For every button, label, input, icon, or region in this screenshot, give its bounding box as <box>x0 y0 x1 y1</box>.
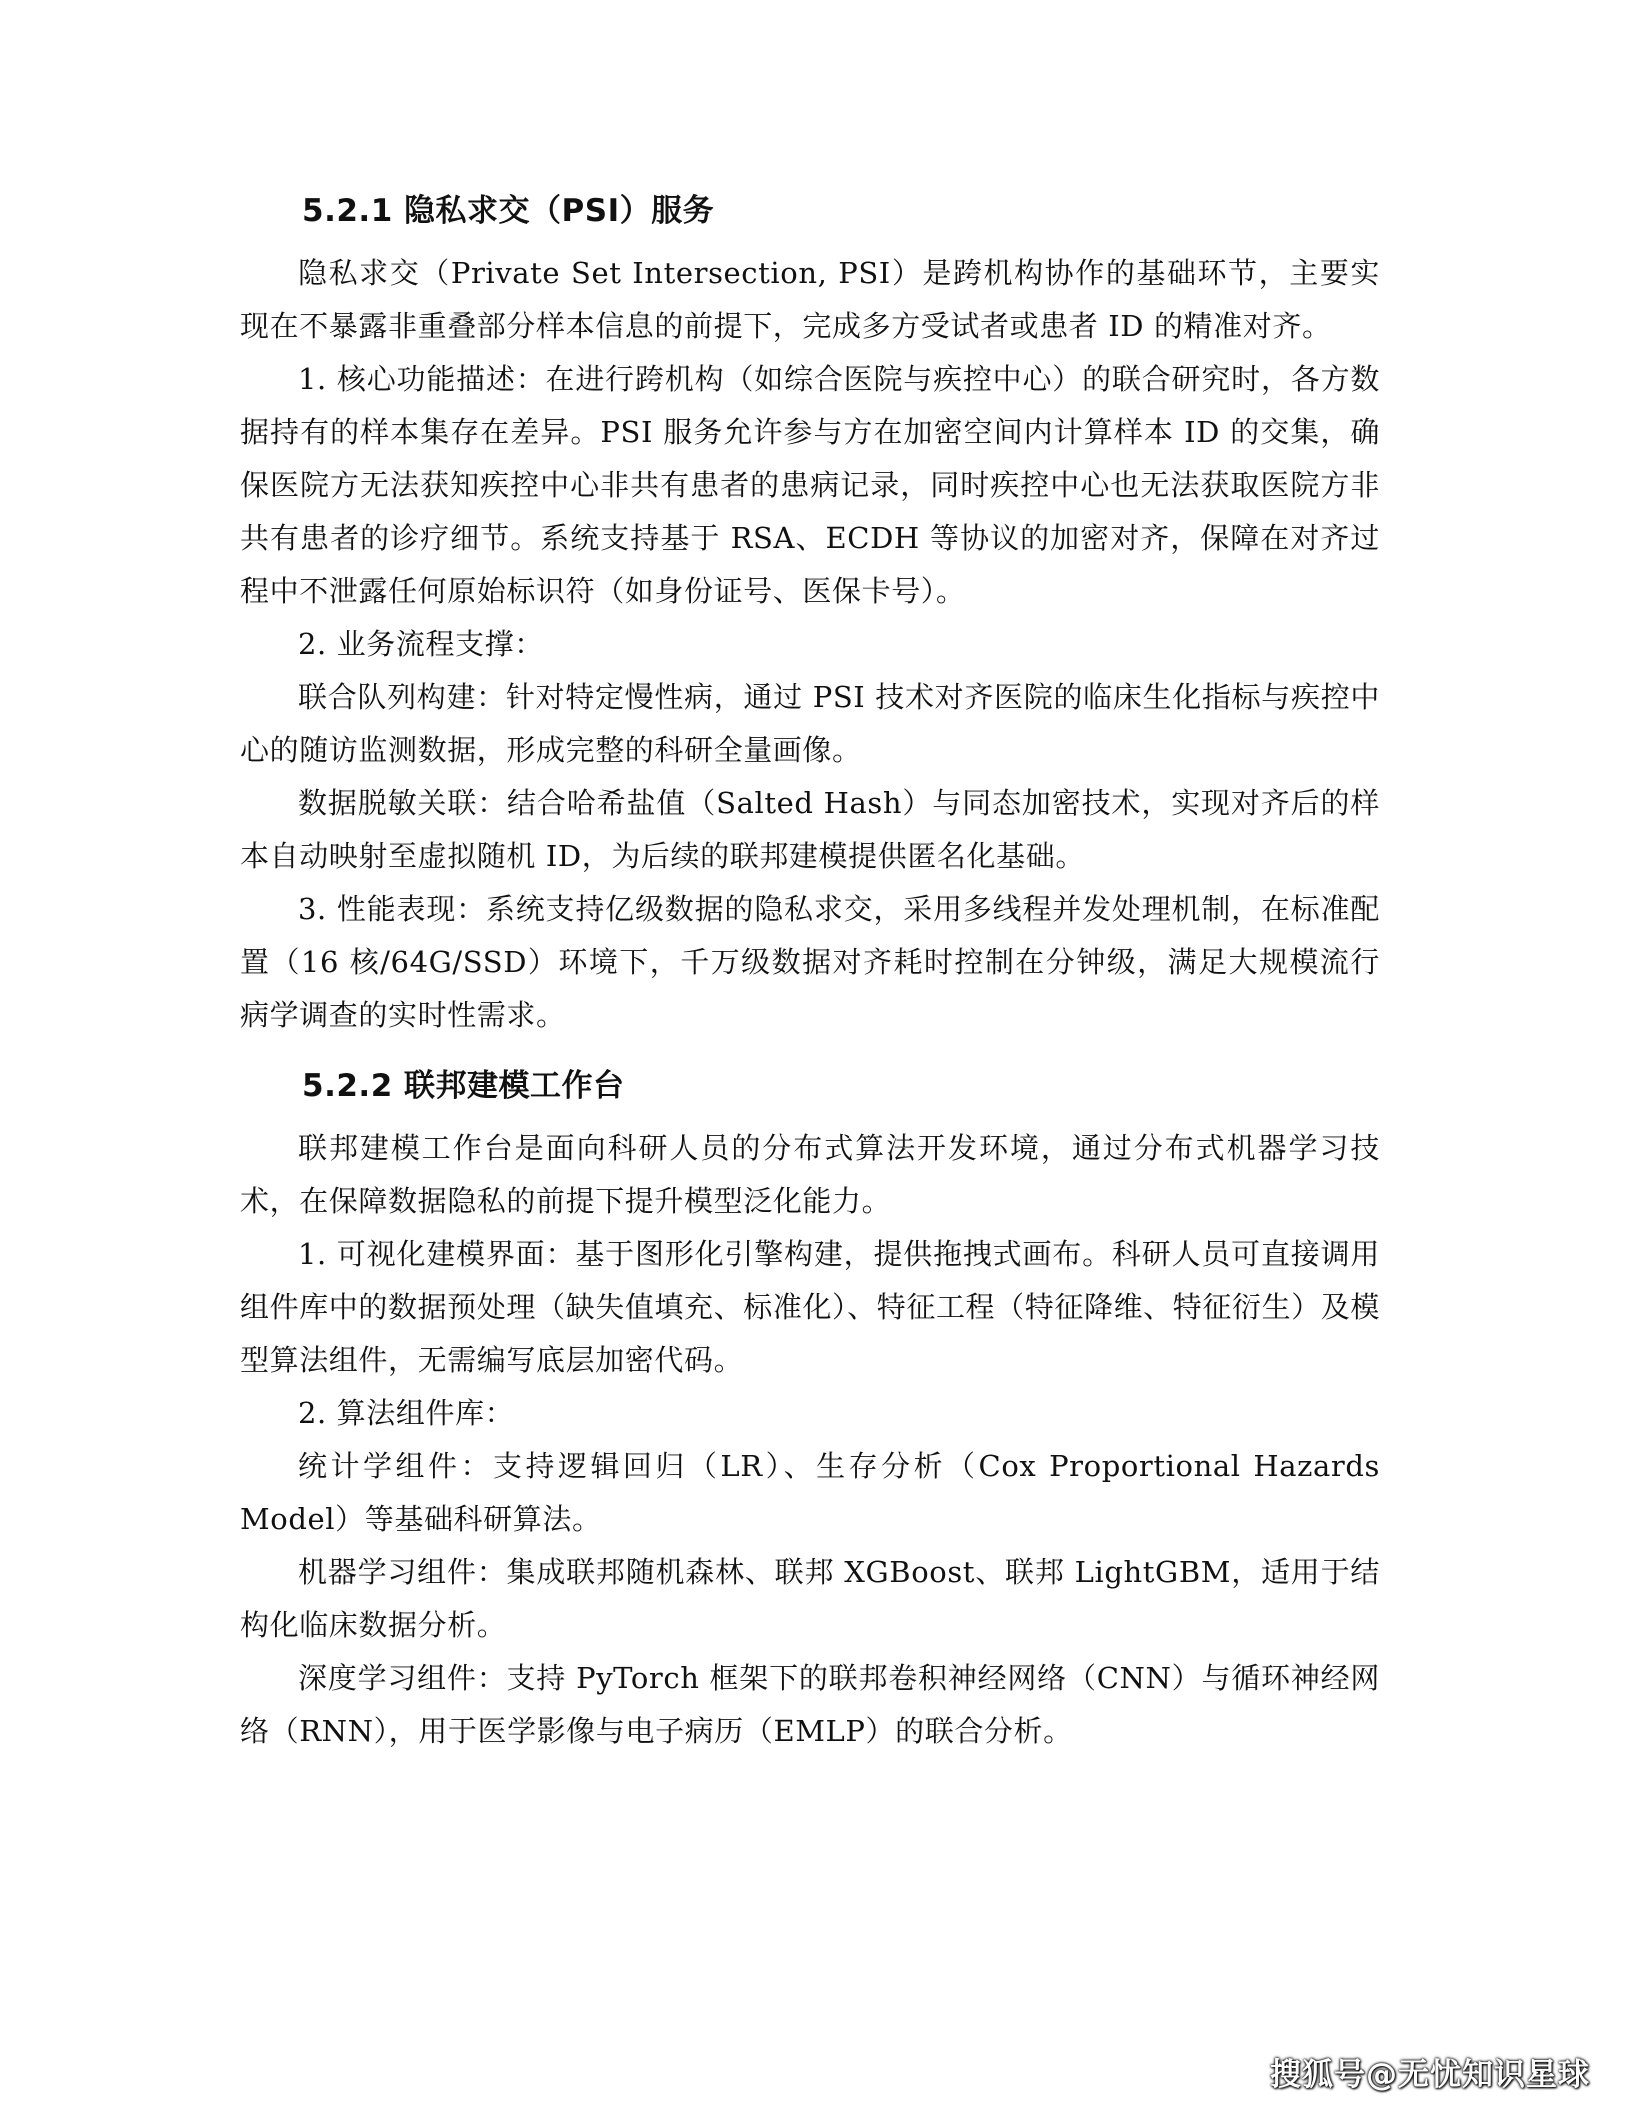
document-page <box>240 185 1380 1758</box>
paragraph: 3. 性能表现：系统支持亿级数据的隐私求交，采用多线程并发处理机制，在标准配置（16 核/64G/SSD）环境下，千万级数据对齐耗时控制在分钟级，满足大规模流行病学调查的实时性需求。 <box>240 892 1380 1032</box>
watermark: 搜狐号@无忧知识星球 <box>1270 2057 1590 2093</box>
paragraph: 2. 业务流程支撑： <box>298 627 544 661</box>
paragraph: 数据脱敏关联：结合哈希盐值（Salted Hash）与同态加密技术，实现对齐后的样本自动映射至虚拟随机 ID，为后续的联邦建模提供匿名化基础。 <box>240 786 1380 873</box>
paragraph: 2. 算法组件库： <box>298 1396 515 1430</box>
paragraph: 统计学组件：支持逻辑回归（LR）、生存分析（Cox Proportional Hazards Model）等基础科研算法。 <box>240 1449 1380 1536</box>
paragraph: 深度学习组件：支持 PyTorch 框架下的联邦卷积神经网络（CNN）与循环神经网络（RNN），用于医学影像与电子病历（EMLP）的联合分析。 <box>240 1661 1380 1748</box>
paragraph: 1. 核心功能描述：在进行跨机构（如综合医院与疾控中心）的联合研究时，各方数据持有的样本集存在差异。PSI 服务允许参与方在加密空间内计算样本 ID 的交集，确保医院方无法获知疾控中心非共有患者的患病记录，同时疾控中心也无法获取医院方非共有患者的诊疗细节。系统支持基于 RSA、ECDH 等协议的加密对齐，保障在对齐过程中不泄露任何原始标识符（如身份证号、医保卡号）。 <box>240 362 1380 608</box>
section-heading-psi: 5.2.1 隐私求交（PSI）服务 <box>302 193 715 229</box>
section-heading-federated-modeling: 5.2.2 联邦建模工作台 <box>302 1068 625 1104</box>
paragraph: 联邦建模工作台是面向科研人员的分布式算法开发环境，通过分布式机器学习技术，在保障数据隐私的前提下提升模型泛化能力。 <box>240 1131 1380 1218</box>
paragraph: 1. 可视化建模界面：基于图形化引擎构建，提供拖拽式画布。科研人员可直接调用组件库中的数据预处理（缺失值填充、标准化）、特征工程（特征降维、特征衍生）及模型算法组件，无需编写底层加密代码。 <box>240 1237 1380 1377</box>
paragraph: 隐私求交（Private Set Intersection, PSI）是跨机构协作的基础环节，主要实现在不暴露非重叠部分样本信息的前提下，完成多方受试者或患者 ID 的精准对齐。 <box>240 256 1380 343</box>
paragraph: 联合队列构建：针对特定慢性病，通过 PSI 技术对齐医院的临床生化指标与疾控中心的随访监测数据，形成完整的科研全量画像。 <box>240 680 1380 767</box>
paragraph: 机器学习组件：集成联邦随机森林、联邦 XGBoost、联邦 LightGBM，适用于结构化临床数据分析。 <box>240 1555 1380 1642</box>
